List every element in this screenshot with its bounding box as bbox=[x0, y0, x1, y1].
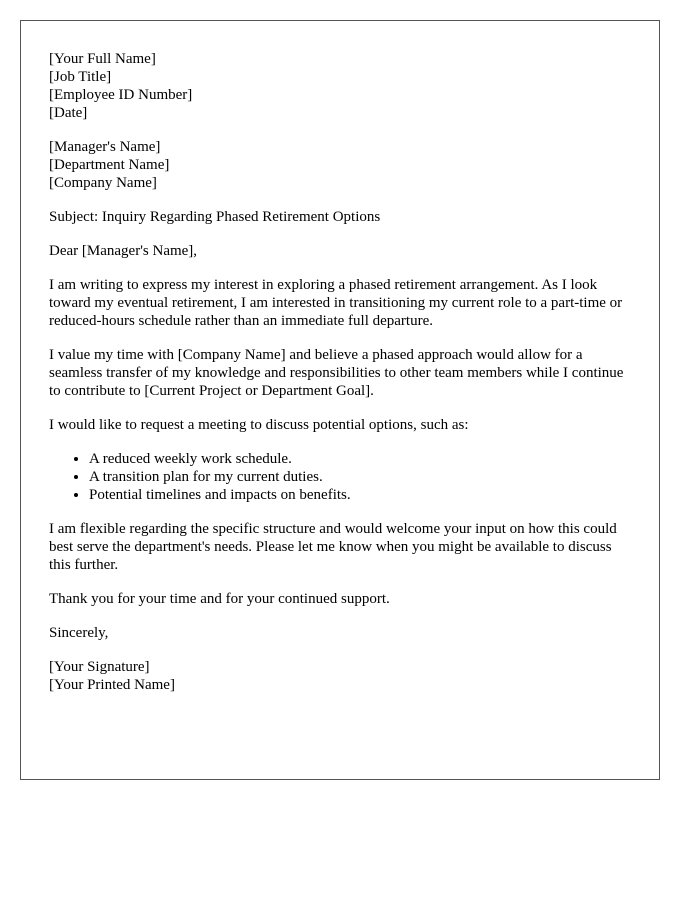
list-item: • A reduced weekly work schedule. bbox=[89, 450, 631, 468]
request-paragraph: I would like to request a meeting to discuss potential options, such as: bbox=[49, 417, 469, 433]
signature-block bbox=[49, 658, 631, 694]
sender-employee-id: [Employee ID Number] bbox=[49, 87, 193, 103]
thanks-paragraph: Thank you for your time and for your continued support. bbox=[49, 591, 390, 607]
list-item: • Potential timelines and impacts on benefits. bbox=[89, 486, 631, 504]
recipient-department: [Department Name] bbox=[49, 157, 170, 173]
list-item: • A transition plan for my current duties. bbox=[89, 468, 631, 486]
sender-block bbox=[49, 50, 631, 122]
sender-job-title: [Job Title] bbox=[49, 69, 112, 85]
subject-line: Subject: Inquiry Regarding Phased Retirement Options bbox=[49, 209, 381, 225]
sender-name: [Your Full Name] bbox=[49, 51, 156, 67]
flexible-paragraph: I am flexible regarding the specific structure and would welcome your input on how this could best serve the department's needs. Please let me know when you might be available to discuss this further. bbox=[49, 521, 617, 573]
printed-name: [Your Printed Name] bbox=[49, 677, 175, 693]
closing: Sincerely, bbox=[49, 625, 109, 641]
intro-paragraph: I am writing to express my interest in exploring a phased retirement arrangement. As I look toward my eventual retirement, I am interested in transitioning my current role to a part-time or reduced-hours schedule rather than an immediate full departure. bbox=[49, 277, 623, 329]
options-list bbox=[49, 450, 631, 504]
recipient-manager-name: [Manager's Name] bbox=[49, 139, 161, 155]
recipient-block bbox=[49, 138, 631, 192]
signature-line: [Your Signature] bbox=[49, 659, 150, 675]
salutation: Dear [Manager's Name], bbox=[49, 243, 198, 259]
value-paragraph: I value my time with [Company Name] and believe a phased approach would allow for a seamless transfer of my knowledge and responsibilities to other team members while I continue to contribute to [Current Project or Department Goal]. bbox=[49, 347, 624, 399]
recipient-company: [Company Name] bbox=[49, 175, 157, 191]
letter-date: [Date] bbox=[49, 105, 88, 121]
letter-page bbox=[20, 20, 660, 780]
